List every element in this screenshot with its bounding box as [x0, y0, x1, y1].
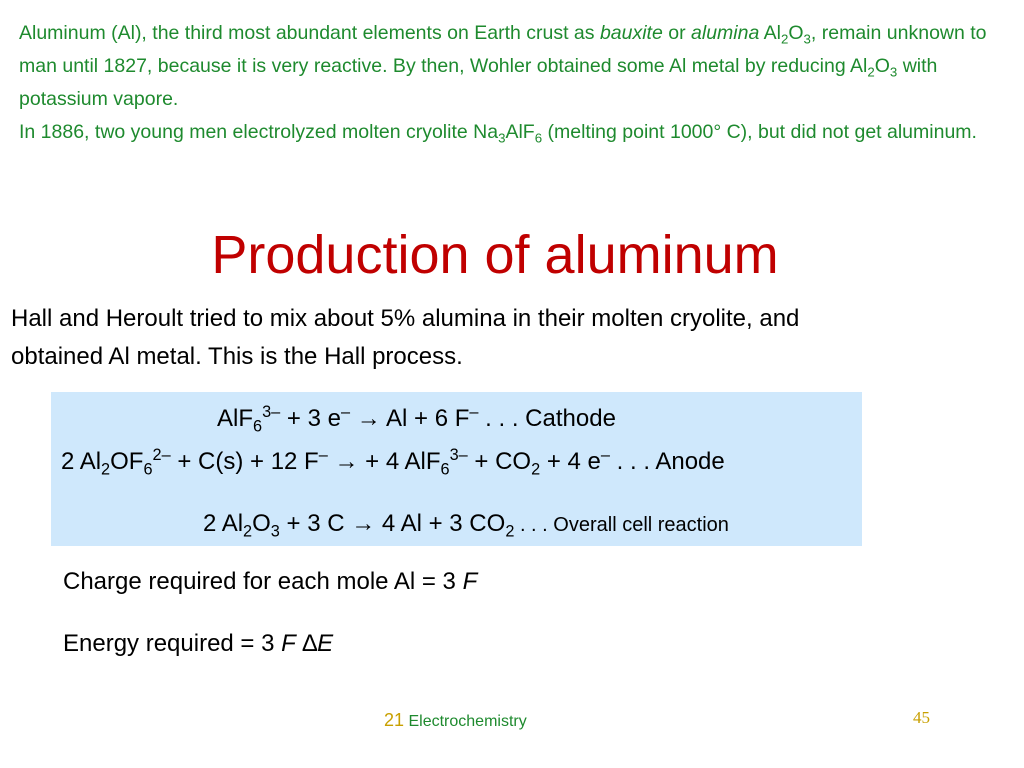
page-number: 45: [913, 708, 930, 727]
delta-icon: ∆: [295, 630, 318, 657]
energy-required: Energy required = 3 F ∆E: [63, 630, 334, 657]
overall-reaction: 2 $Al_2O_3 + 3$ C → 4 Al + 3 $CO_2$ . . . Overall cell reaction: [203, 510, 729, 541]
footer-chapter: [384, 708, 527, 734]
overall-reaction-label: Overall cell reaction: [553, 514, 729, 536]
arrow-icon: →: [327, 448, 366, 475]
slide-title: Production of aluminum: [211, 225, 779, 285]
chapter-name: Electrochemistry: [404, 713, 527, 730]
chapter-number: 21: [384, 710, 405, 730]
anode-reaction: 2 $Al_2OF_6^{2-} + C(s) + 12$ F– → + 4 $AlF_6^{3-} + CO_2 + 4$ e– . . . Anode: [61, 446, 725, 479]
reactions-box: [51, 392, 862, 546]
cathode-reaction: AlF$_6^{3-}$ + 3 e– → Al + 6 F– . . . Cathode: [217, 403, 616, 436]
charge-required: Charge required for each mole Al = 3 F: [63, 568, 478, 595]
hall-line-1: Hall and Heroult tried to mix about 5% alumina in their molten cryolite, and: [11, 305, 800, 332]
intro-paragraph-1: Aluminum (Al), the third most abundant elements on Earth crust as bauxite or alumina $Al_2O_3$, remain unknown to man until 1827, because it is very reactive. By then, Wohler obtained some Al metal by reducing $Al_2O_3$ with potassium vapore.: [19, 22, 987, 110]
hall-line-2: obtained Al metal. This is the Hall process.: [11, 343, 463, 370]
intro-text: [19, 17, 1009, 149]
arrow-icon: →: [351, 510, 376, 537]
intro-paragraph-2: In 1886, two young men electrolyzed molten cryolite $Na_3AlF_6$ (melting point 1000° C), but did not get aluminum.: [19, 121, 977, 146]
arrow-icon: →: [350, 405, 387, 432]
hall-process-text: [11, 300, 1001, 376]
